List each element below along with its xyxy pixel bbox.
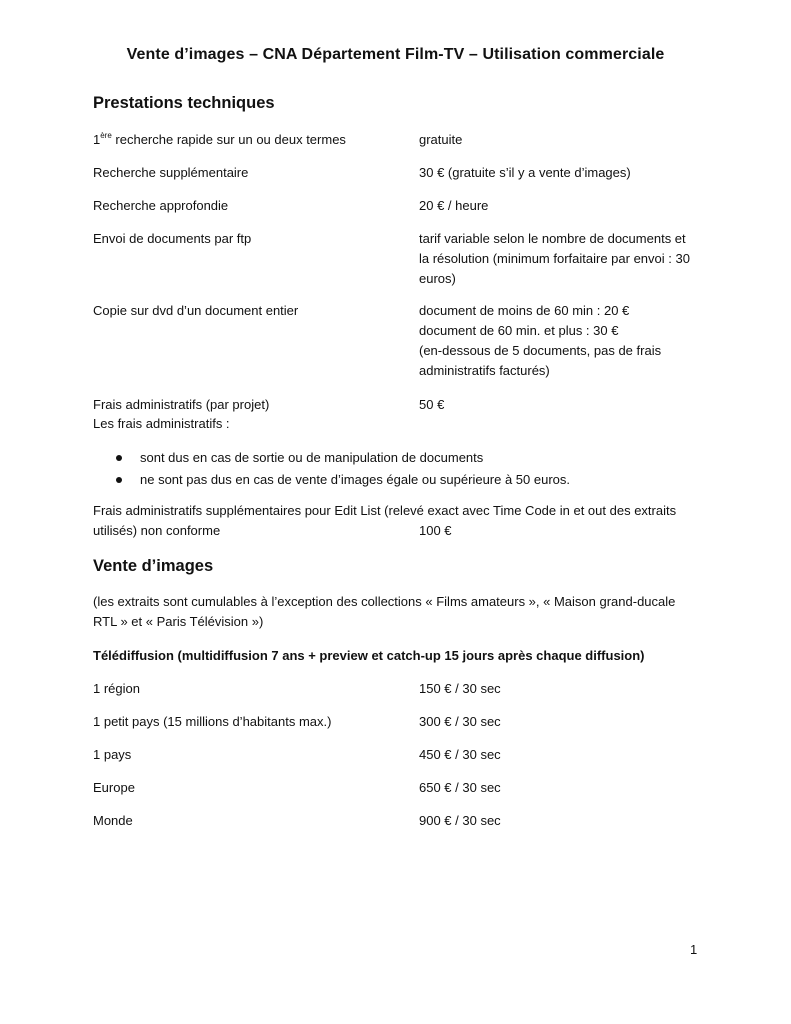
ordinal-number: 1 [93, 132, 101, 147]
value-line: gratuite [419, 132, 463, 147]
list-item-text: sont dus en cas de sortie ou de manipulation de documents [140, 450, 484, 465]
value-line: euros) [419, 271, 456, 286]
row-value: 100 € [419, 523, 452, 538]
row-label: utilisés) non conforme [93, 523, 221, 538]
value-line: 50 € [419, 397, 445, 412]
list-item [116, 470, 570, 492]
row-value: 150 € / 30 sec [419, 681, 501, 696]
bullet-icon [116, 455, 122, 461]
list-item [116, 448, 570, 470]
ordinal-suffix: ère [100, 131, 112, 140]
subheading-telediffusion: Télédiffusion (multidiffusion 7 ans + preview et catch-up 15 jours après chaque diffusion) [93, 648, 645, 663]
admin-bullet-list [116, 448, 570, 492]
row-value [419, 196, 709, 216]
row-label: Envoi de documents par ftp [93, 231, 252, 246]
value-line: tarif variable selon le nombre de documents et [419, 231, 686, 246]
row-value [419, 301, 709, 381]
row-label: Europe [93, 780, 135, 795]
page-number: 1 [690, 942, 698, 957]
value-line: 30 € (gratuite s’il y a vente d’images) [419, 165, 631, 180]
value-line: 20 € / heure [419, 198, 489, 213]
row-value [419, 130, 709, 150]
row-label: 1 région [93, 681, 140, 696]
row-value: 300 € / 30 sec [419, 714, 501, 729]
row-label: Monde [93, 813, 133, 828]
row-label: Frais administratifs (par projet) [93, 397, 270, 412]
intro-line: (les extraits sont cumulables à l’exception des collections « Films amateurs », « Maison grand-ducale [93, 594, 676, 609]
section-heading-prestations: Prestations techniques [93, 94, 275, 112]
section-heading-vente: Vente d’images [93, 557, 214, 575]
intro-line: RTL » et « Paris Télévision ») [93, 614, 264, 629]
value-line: la résolution (minimum forfaitaire par envoi : 30 [419, 251, 690, 266]
row-value: 450 € / 30 sec [419, 747, 501, 762]
row-label: Recherche approfondie [93, 198, 229, 213]
list-item-text: ne sont pas dus en cas de vente d’images égale ou supérieure à 50 euros. [140, 472, 571, 487]
row-value: 650 € / 30 sec [419, 780, 501, 795]
page-title: Vente d’images – CNA Département Film-TV – Utilisation commerciale [126, 46, 665, 63]
row-label [93, 130, 413, 150]
edit-list-note: Frais administratifs supplémentaires pour Edit List (relevé exact avec Time Code in et out des extraits [93, 503, 677, 518]
row-value [419, 163, 709, 183]
value-line: administratifs facturés) [419, 363, 550, 378]
bullet-icon [116, 477, 122, 483]
value-line: (en-dessous de 5 documents, pas de frais [419, 343, 662, 358]
row-value: 900 € / 30 sec [419, 813, 501, 828]
value-line: document de 60 min. et plus : 30 € [419, 323, 619, 338]
value-line: document de moins de 60 min : 20 € [419, 303, 630, 318]
row-label-text: recherche rapide sur un ou deux termes [111, 132, 346, 147]
row-label: Recherche supplémentaire [93, 165, 249, 180]
row-value [419, 395, 709, 415]
admin-note: Les frais administratifs : [93, 416, 230, 431]
row-label: Copie sur dvd d’un document entier [93, 303, 299, 318]
row-value [419, 229, 709, 289]
row-label: 1 pays [93, 747, 132, 762]
row-label: 1 petit pays (15 millions d’habitants max.) [93, 714, 332, 729]
